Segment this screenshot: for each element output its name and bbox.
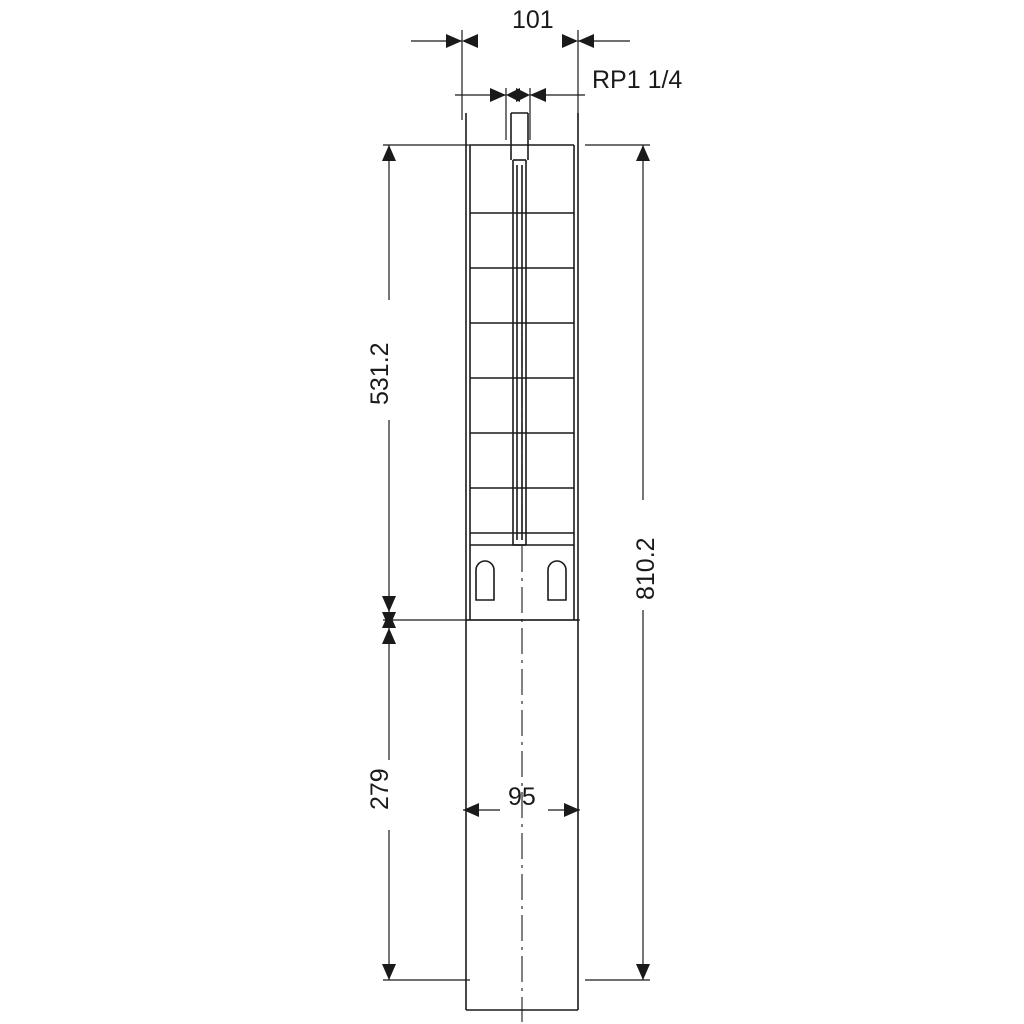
dimension-label-total-length: 810.2 [632,537,660,600]
arrowhead [382,145,396,161]
arrowhead [382,596,396,612]
arrowhead [490,88,506,102]
arrowhead [382,964,396,980]
arrowhead [446,34,462,48]
arrowhead [636,145,650,161]
arrowhead [578,34,594,48]
arrowhead [562,34,578,48]
dimension-label-lower-length: 279 [366,768,394,810]
arrowhead [516,88,530,102]
dimension-label-upper-length: 531.2 [366,342,394,405]
arrowhead [530,88,546,102]
arrowhead [636,964,650,980]
arrowhead [382,628,396,644]
dimension-label-width-top: 101 [512,6,554,34]
arrowhead [462,34,478,48]
dimension-label-body-width: 95 [508,783,536,811]
dimension-label-thread-callout: RP1 1/4 [592,66,683,94]
